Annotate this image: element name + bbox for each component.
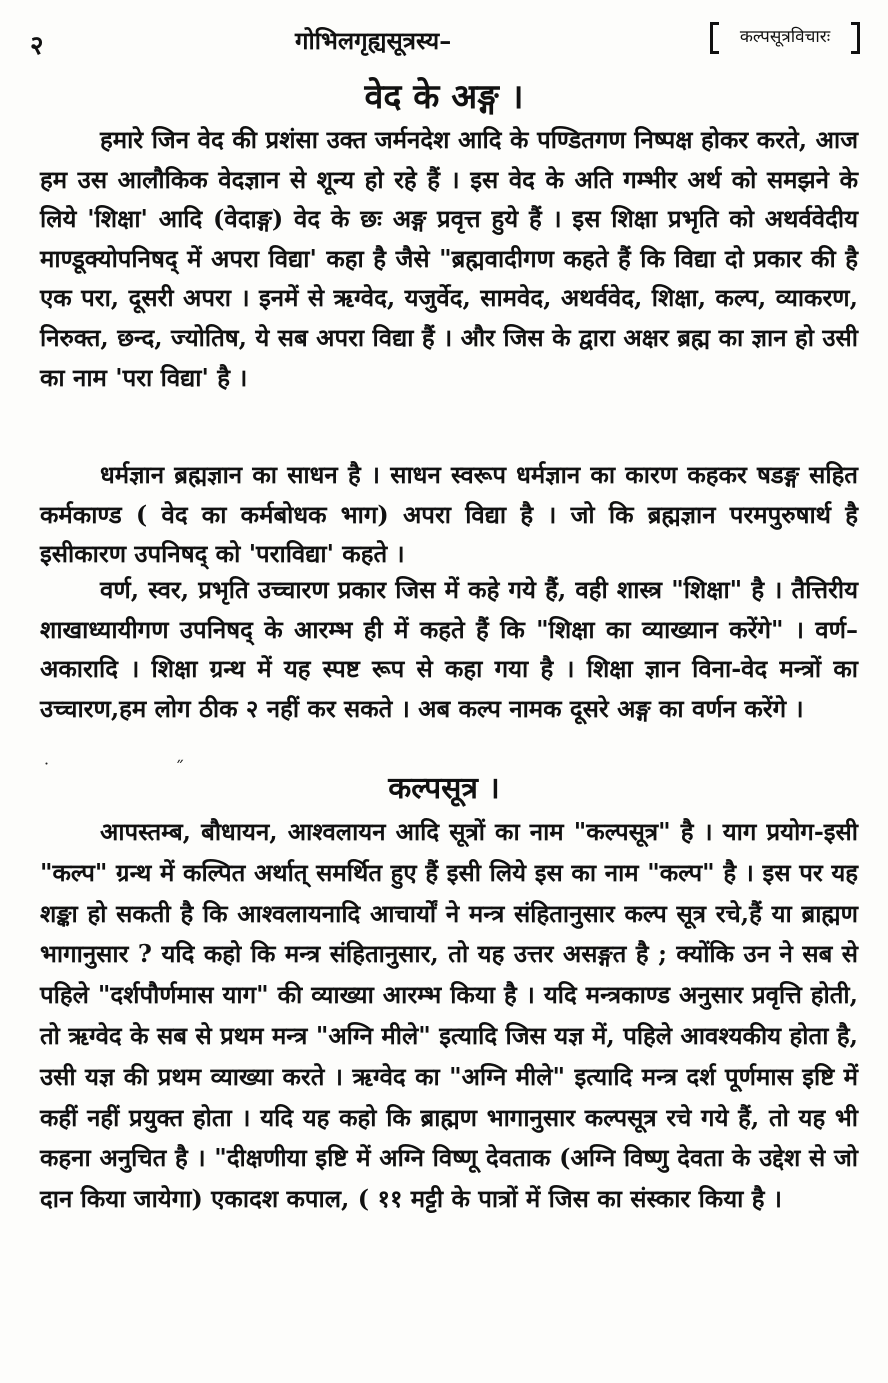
print-speck: ˝	[175, 758, 184, 779]
paragraph: धर्मज्ञान ब्रह्मज्ञान का साधन है । साधन स्वरूप धर्मज्ञान का कारण कहकर षडङ्ग सहित कर्मकाण्ड ( वेद का कर्मबोधक भाग) अपरा विद्या है । जो कि ब्रह्मज्ञान परमपुरुषार्थ है इसीकारण उपनिषद् को 'पराविद्या' कहते ।	[40, 460, 858, 569]
page-number: २	[30, 31, 44, 61]
section-label: कल्पसूत्रविचारः	[710, 22, 860, 54]
section-heading-vedanga: वेद के अङ्ग ।	[364, 77, 524, 117]
section-heading-kalpasutra: कल्पसूत्र ।	[388, 771, 500, 806]
paragraph: आपस्तम्ब, बौधायन, आश्वलायन आदि सूत्रों का नाम "कल्पसूत्र" है । याग प्रयोग-इसी "कल्प" ग्रन्थ में कल्पित अर्थात् समर्थित हुए हैं इसी लिये इस का नाम "कल्प" है । इस पर यह शङ्का हो सकती है कि आश्वलायनादि आचार्यों ने मन्त्र संहितानुसार कल्प सूत्र रचे,हैं या ब्राह्मण भागानुसार ? यदि कहो कि मन्त्र संहितानुसार, तो यह उत्तर असङ्गत है ; क्योंकि उन ने सब से पहिले "दर्शपौर्णमास याग" की व्याख्या आरम्भ किया है । यदि मन्त्रकाण्ड अनुसार प्रवृत्ति होती, तो ऋग्वेद के सब से प्रथम मन्त्र "अग्नि मीले" इत्यादि जिस यज्ञ में, पहिले आवश्यकीय होता है, उसी यज्ञ की प्रथम व्याख्या करते । ऋग्वेद का "अग्नि मीले" इत्यादि मन्त्र दर्श पूर्णमास इष्टि में कहीं नहीं प्रयुक्त होता । यदि यह कहो कि ब्राह्मण भागानुसार कल्पसूत्र रचे गये हैं, तो यह भी कहना अनुचित है । "दीक्षणीया इष्टि में अग्नि विष्णू देवताक (अग्नि विष्णु देवता के उद्देश से जो दान किया जायेगा) एकादश कपाल, ( ११ मट्टी के पात्रों में जिस का संस्कार किया है ।	[40, 817, 858, 1214]
print-speck: ˙	[42, 760, 51, 781]
paragraph: हमारे जिन वेद की प्रशंसा उक्त जर्मनदेश आदि के पण्डितगण निष्पक्ष होकर करते, आज हम उस आलौकिक वेदज्ञान से शून्य हो रहे हैं । इस वेद के अति गम्भीर अर्थ को समझने के लिये 'शिक्षा' आदि (वेदाङ्ग) वेद के छः अङ्ग प्रवृत्त हुये हैं । इस शिक्षा प्रभृति को अथर्ववेदीय माण्डूक्योपनिषद् में अपरा विद्या' कहा है जैसे "ब्रह्मवादीगण कहते हैं कि विद्या दो प्रकार की है एक परा, दूसरी अपरा । इनमें से ऋग्वेद, यजुर्वेद, सामवेद, अथर्ववेद, शिक्षा, कल्प, व्याकरण, निरुक्त, छन्द, ज्योतिष, ये सब अपरा विद्या हैं । और जिस के द्वारा अक्षर ब्रह्म का ज्ञान हो उसी का नाम 'परा विद्या' है ।	[40, 125, 858, 392]
paragraph: वर्ण, स्वर, प्रभृति उच्चारण प्रकार जिस में कहे गये हैं, वही शास्त्र "शिक्षा" है । तैत्तिरीय शाखाध्यायीगण उपनिषद् के आरम्भ ही में कहते हैं कि "शिक्षा का व्याख्यान करेंगे" । वर्ण–अकारादि । शिक्षा ग्रन्थ में यह स्पष्ट रूप से कहा गया है । शिक्षा ज्ञान विना-वेद मन्त्रों का उच्चारण,हम लोग ठीक २ नहीं कर सकते । अब कल्प नामक दूसरे अङ्ग का वर्णन करेंगे ।	[40, 575, 858, 723]
running-title: गोभिलगृह्यसूत्रस्य–	[295, 26, 452, 55]
page-header	[0, 18, 888, 61]
